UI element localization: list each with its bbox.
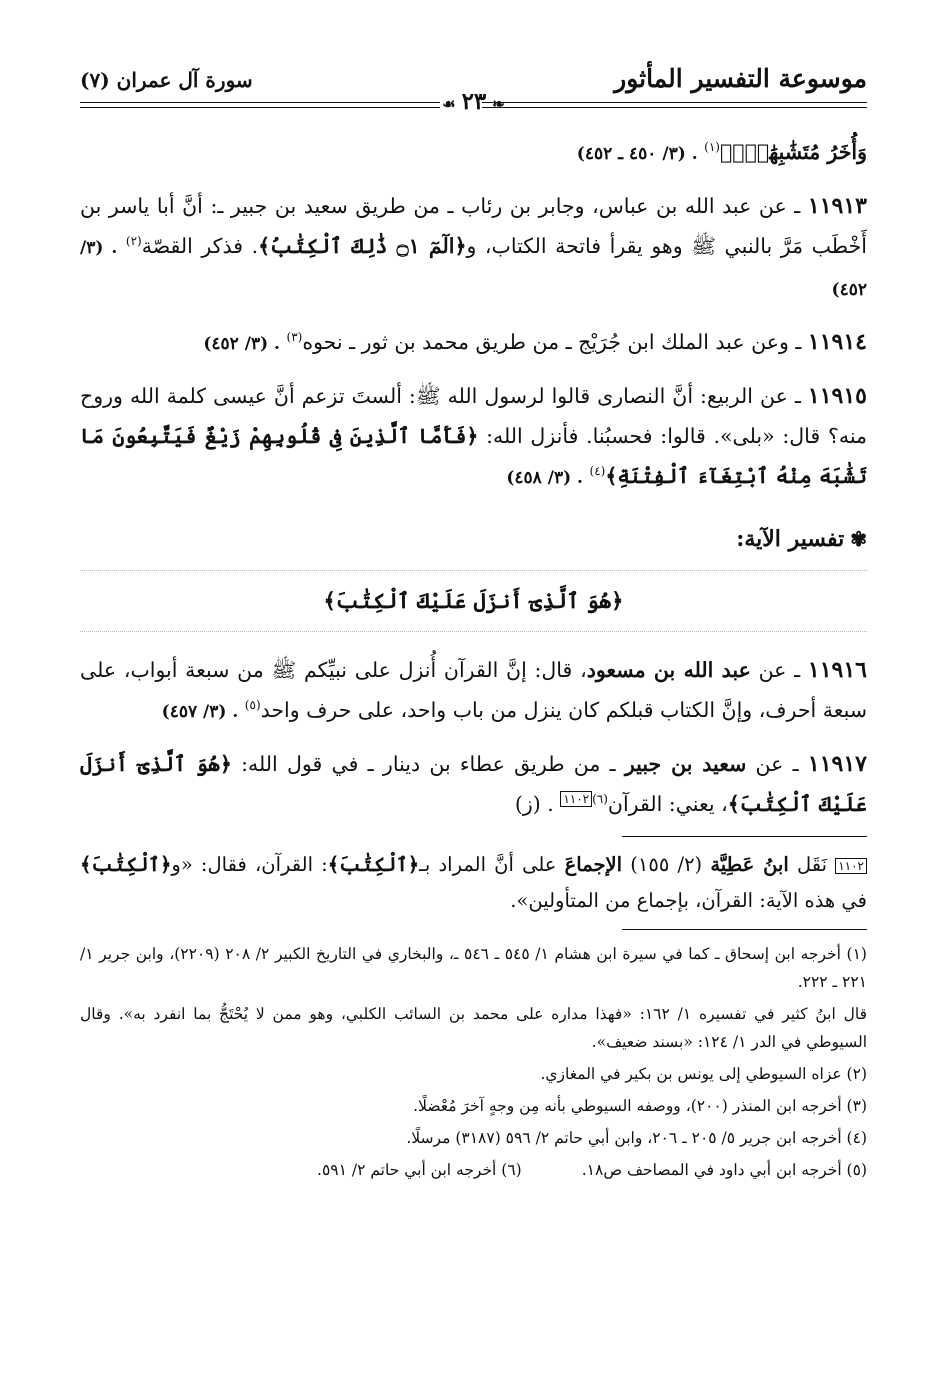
footnote-6: (٦) أخرجه ابن أبي حاتم ٢/ ٥٩١. (317, 1161, 522, 1179)
header-rule-left (80, 102, 440, 108)
footnote-3: (٣) أخرجه ابن المنذر (٢٠٠)، ووصفه السيوطي بأنه مِن وجهٍ آخرَ مُعْضلًا. (413, 1097, 867, 1115)
footnote-separator (622, 929, 867, 930)
footnote-4: (٤) أخرجه ابن جرير ٥/ ٢٠٥ ـ ٢٠٦، وابن أبي حاتم ٢/ ٥٩٦ (٣١٨٧) مرسلًا. (406, 1129, 867, 1147)
surah-title: سورة آل عمران (٧) (80, 68, 253, 92)
commentary-number-box: ١١٠٢ (835, 858, 867, 874)
commentary-note: ١١٠٢ نَقَل ابنُ عَطِيَّة (٢/ ١٥٥) الإجماعَ على أنَّ المراد بـ﴿ٱلْكِتَٰبَ﴾: القرآن، فقال: «و﴿ٱلْكِتَٰبَ﴾ في هذه الآية: القرآن، بإجماع من المتأولين». (80, 853, 867, 912)
footnotes-5-6 (80, 1156, 867, 1184)
narration-11913: ١١٩١٣ ـ عن عبد الله بن عباس، وجابر بن رئاب ـ من طريق سعيد بن جبير ـ: أنَّ أبا ياسر بن أَخْطَب مَرَّ بالنبي ﷺ وهو يقرأ فاتحة الكتاب، و﴿الٓمٓ ۝١ ذَٰلِكَ ٱلْكِتَٰبُ﴾. فذكر القصّة$^{(٢)}$ . (٣/ ٤٥٢) (80, 193, 867, 300)
narration-11916: ١١٩١٦ ـ عن عبد الله بن مسعود، قال: إنَّ القرآن أُنزل على نبيِّكم ﷺ من سبعة أبواب، على سبعة أحرف، وإنَّ الكتاب قبلكم كان ينزل من باب واحد، على حرف واحد$^{(٥)}$ . (٣/ ٤٥٧) (80, 657, 867, 722)
narration-11917: ١١٩١٧ ـ عن سعيد بن جبير ـ من طريق عطاء بن دينار ـ في قول الله: ﴿هُوَ ٱلَّذِىٓ أَنزَلَ عَلَيْكَ ٱلْكِتَٰبَ﴾، يعني: القرآن$^{(٦)}$١١٠٢ . (ز) (80, 751, 867, 816)
ayah-frame: ﴿هُوَ ٱلَّذِىٓ أَنزَلَ عَلَيْكَ ٱلْكِتَٰبَ﴾ (80, 570, 867, 632)
footnote-2: (٢) عزاه السيوطي إلى يونس بن بكير في المغازي. (540, 1065, 867, 1083)
narration-11915: ١١٩١٥ ـ عن الربيع: أنَّ النصارى قالوا لرسول الله ﷺ: ألستَ تزعم أنَّ عيسى كلمة الله وروح منه؟ قال: «بلى». قالوا: فحسبُنا. فأنزل الله: ﴿فَأَمَّا ٱلَّذِينَ فِى قُلُوبِهِمْ زَيْغٌ فَيَتَّبِعُونَ مَا تَشَٰبَهَ مِنْهُ ٱبْتِغَآءَ ٱلْفِتْنَةِ﴾$^{(٤)}$ . (٣/ ٤٥٨) (80, 383, 867, 488)
page-header (80, 62, 867, 120)
ornament-icon: ☙ (442, 95, 456, 113)
continuation-line: وَأُخَرُ مُتَشَٰبِهَٰتٌۖ﴾$^{(١)}$ . (٣/ ٤٥٠ ـ ٤٥٢) (576, 140, 867, 164)
footnote-5: (٥) أخرجه ابن أبي داود في المصاحف ص١٨. (581, 1161, 867, 1179)
section-heading: ✾تفسير الآية: (736, 526, 867, 552)
ornament-icon: ❧ (492, 95, 505, 113)
book-title: موسوعة التفسير المأثور (614, 64, 867, 93)
page-body (80, 132, 867, 1184)
footnote-1-comment: قال ابنُ كثير في تفسيره ١/ ١٦٢: «فهذا مداره على محمد بن السائب الكلبي، وهو ممن لا يُحْتَجُّ بما انفرد به». وقال السيوطي في الدر ١/ ١٢٤: «بسند ضعيف». (80, 1005, 867, 1051)
header-rule-right (482, 102, 867, 108)
flower-ornament-icon: ✾ (850, 527, 867, 551)
separator-line (622, 836, 867, 837)
footnote-1: (١) أخرجه ابن إسحاق ـ كما في سيرة ابن هشام ١/ ٥٤٥ ـ ٥٤٦ ـ، والبخاري في التاريخ الكبير ٢/ ٢٠٨ (٢٢٠٩)، وابن جرير ١/ ٢٢١ ـ ٢٢٢. (80, 945, 867, 991)
commentary-ref-box: ١١٠٢ (560, 791, 592, 807)
narration-11914: ١١٩١٤ ـ وعن عبد الملك ابن جُرَيْج ـ من طريق محمد بن ثور ـ نحوه$^{(٣)}$ . (٣/ ٤٥٢) (203, 329, 867, 355)
page-number: ❧٢٣☙ (442, 88, 505, 115)
